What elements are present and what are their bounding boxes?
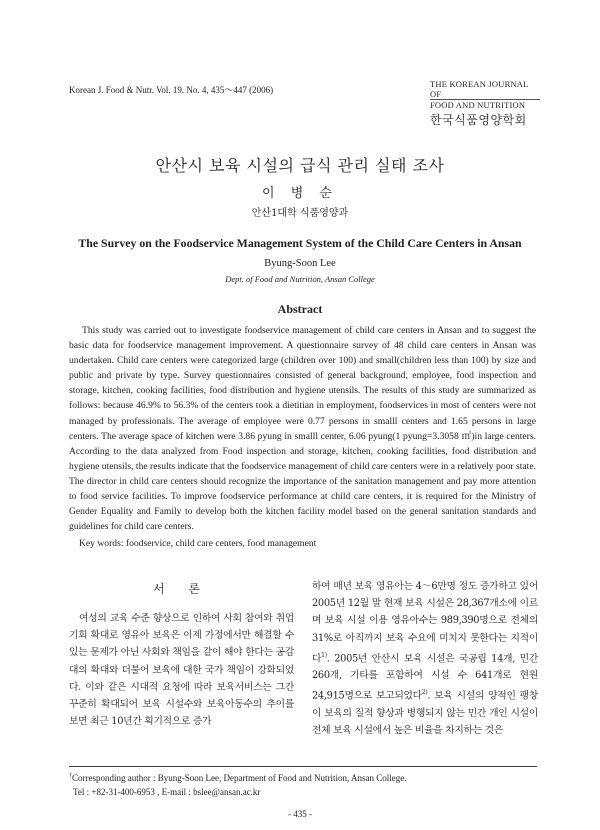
footnote xyxy=(69,769,539,799)
intro-right-column xyxy=(312,578,538,739)
abstract-heading: Abstract xyxy=(277,302,323,316)
footnote-divider xyxy=(69,766,537,767)
footnote-corresponding xyxy=(69,769,539,785)
journal-name-en-line1: THE KOREAN JOURNAL OF xyxy=(430,79,529,99)
footnote-marker: † xyxy=(69,773,72,779)
citation: Korean J. Food & Nutr. Vol. 19. No. 4, 435～447 (2006) xyxy=(69,85,274,95)
intro-right-text-a: 하여 매년 보육 영유아는 4～6만명 정도 증가하고 있어 2005년 12월 말 현재 보육 시설은 28,367개소에 이르며 보육 시설 이용 영유아수는 989,390명으로 전체의 31%로 아직까지 보육 수요에 미치지 못한다는 지적이다 xyxy=(312,581,538,665)
paper-title-ko: 안산시 보육 시설의 급식 관리 실태 조사 xyxy=(155,156,445,175)
author-ko: 이 병 순 xyxy=(262,186,338,201)
reference-marker: 1) xyxy=(321,651,327,659)
keywords: Key words: foodservice, child care centers, food management xyxy=(79,538,317,549)
footnote-contact: Tel : +82-31-400-6953 , E-mail : bslee@ansan.ac.kr xyxy=(73,787,261,797)
page-number: - 435 - xyxy=(288,809,312,819)
intro-right-text-b: . 2005년 안산시 보육 시설은 국공립 14개, 민간 260개, 기타를 포함하여 시설 수 641개로 현원 24,915명으로 보고되었다 xyxy=(312,653,538,702)
footnote-line1: Corresponding author : Byung-Soon Lee, Department of Food and Nutrition, Ansan College. xyxy=(72,773,407,783)
author-en: Byung-Soon Lee xyxy=(264,258,336,269)
journal-name-ko: 한국식품영양학회 xyxy=(430,113,527,127)
affiliation-ko: 안산1대학 식품영양과 xyxy=(251,208,349,219)
reference-marker: 2) xyxy=(421,689,428,697)
journal-logo xyxy=(430,79,540,128)
affiliation-en: Dept. of Food and Nutrition, Ansan College xyxy=(225,274,375,284)
paper-title-en: The Survey on the Foodservice Management System of the Child Care Centers in Ansan xyxy=(78,236,522,250)
section-title-introduction: 서 론 xyxy=(153,582,210,596)
journal-name-en-line2: FOOD AND NUTRITION xyxy=(430,99,540,110)
abstract-body: This study was carried out to investigate foodservice management of child care centers in Ansan and to suggest the basic data for foodservice management improvement. A questionnaire survey of 48 child care centers in Ansan was undertaken. Child care centers were categorized large (children over 100) and small(children less than 100) by size and public and private by type. Survey questionnaires consisted of general background, employee, food inspection and storage, kitchen, cooking facilities, food distribution and hygiene utensils. The results of this study are summarized as follows: because 46.9% to 56.3% of the centers took a dietitian in employment, foodservices in most of centers were not managed by professionals. The average of employee were 0.77 persons in smalll centers and 1.65 persons in large centers. The average space of kitchen were 3.86 pyung in smalll center, 6.06 pyung(1 pyung=3.3058 ㎡)in large centers. According to the data analyzed from Food inspection and storage, kitchen, cooking facilities, food distribution and hygiene utensils, the results indicate that the foodservice management of child care centers were in a relatively poor state. The director in child care centers should recognize the importance of the sanitation management and pay more attention to food service facilities. To improve foodservice performance at child care centers, it is required for the Ministry of Gender Equality and Family to develop both the kitchen facility model based on the general sanitation standards and guidelines for child care centers. xyxy=(69,325,536,533)
intro-right-text-c: . 보육 시설의 양적인 팽창이 보육의 질적 향상과 병행되지 않는 민간 개인 시설이 전체 보육 시설에서 높은 비율을 차지하는 것은 xyxy=(312,690,538,737)
intro-left-column: 여성의 교육 수준 향상으로 인하여 사회 참여와 취업 기회 확대로 영유아 보육은 이제 가정에서만 해결할 수 있는 문제가 아닌 사회와 책임을 같이 해야 한다는 공감대의 확대와 더불어 보육에 대한 국가 책임이 강화되었다. 이와 같은 시대적 요청에 따라 보육서비스는 그간 꾸준히 확대되어 보육 시설수와 보육아동수의 추이를 보면 최근 10년간 획기적으로 증가 xyxy=(69,613,294,728)
